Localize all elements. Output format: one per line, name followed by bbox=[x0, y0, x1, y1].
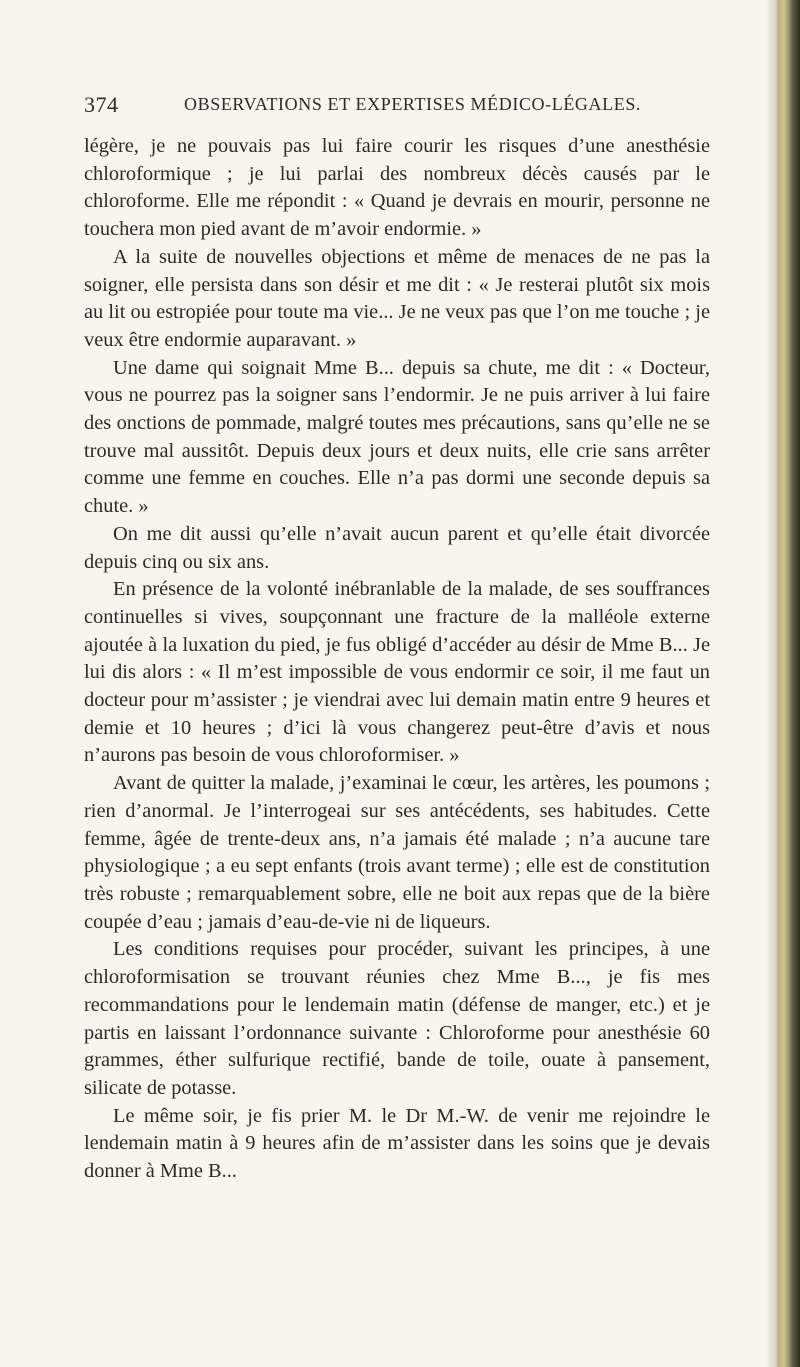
paragraph: légère, je ne pouvais pas lui faire courir les risques d’une anesthésie chloroformique ; je lui parlai des nombreux décès causés par le chloroforme. Elle me répondit : « Quand je devrais en mourir, personne ne touchera mon pied avant de m’avoir endormie. » bbox=[84, 135, 710, 241]
paragraph: Les conditions requises pour procéder, suivant les principes, à une chloroformisation se trouvant réunies chez Mme B..., je fis mes recommandations pour le lendemain matin (défense de manger, etc.) et je partis en laissant l’ordonnance suivante : Chloroforme pour anesthésie 60 grammes, éther sulfurique rectifié, bande de toile, ouate à pansement, silicate de potasse. bbox=[84, 938, 710, 1099]
paragraph: On me dit aussi qu’elle n’avait aucun parent et qu’elle était divorcée depuis cinq ou six ans. bbox=[84, 522, 710, 573]
paragraph: En présence de la volonté inébranlable de la malade, de ses souffrances continuelles si vives, soupçonnant une fracture de la malléole externe ajoutée à la luxation du pied, je fus obligé d’accéder au désir de Mme B... Je lui dis alors : « Il m’est impossible de vous endormir ce soir, il me faut un docteur pour m’assister ; je viendrai avec lui demain matin entre 9 heures et demie et 10 heures ; d’ici là vous changerez peut-être d’avis et nous n’aurons pas besoin de vous chloroformiser. » bbox=[84, 578, 710, 767]
page-number: 374 bbox=[84, 92, 119, 117]
page-header bbox=[84, 92, 704, 122]
running-head: OBSERVATIONS ET EXPERTISES MÉDICO-LÉGALES. bbox=[184, 94, 642, 114]
paragraph: Avant de quitter la malade, j’examinai le cœur, les artères, les poumons ; rien d’anormal. Je l’interrogeai sur ses antécédents, ses habitudes. Cette femme, âgée de trente-deux ans, n’a jamais été malade ; n’a aucune tare physiologique ; a eu sept enfants (trois avant terme) ; elle est de constitution très robuste ; remarquablement sobre, elle ne boit aux repas que de la bière coupée d’eau ; jamais d’eau-de-vie ni de liqueurs. bbox=[84, 772, 710, 933]
paragraph: Le même soir, je fis prier M. le Dr M.-W. de venir me rejoindre le lendemain matin à 9 heures afin de m’assister dans les soins que je devais donner à Mme B... bbox=[84, 1104, 710, 1183]
body-text bbox=[84, 133, 710, 1186]
paragraph: A la suite de nouvelles objections et même de menaces de ne pas la soigner, elle persista dans son désir et me dit : « Je resterai plutôt six mois au lit ou estropiée pour toute ma vie... Je ne veux pas que l’on me touche ; je veux être endormie auparavant. » bbox=[84, 245, 710, 351]
page-edge-shadow bbox=[766, 0, 774, 1367]
page-edge bbox=[774, 0, 800, 1367]
paragraph: Une dame qui soignait Mme B... depuis sa chute, me dit : « Docteur, vous ne pourrez pas la soigner sans l’endormir. Je ne puis arriver à lui faire des onctions de pommade, malgré toutes mes précautions, sans qu’elle ne se trouve mal aussitôt. Depuis deux jours et deux nuits, elle crie sans arrêter comme une femme en couches. Elle n’a pas dormi une seconde depuis sa chute. » bbox=[84, 356, 710, 518]
